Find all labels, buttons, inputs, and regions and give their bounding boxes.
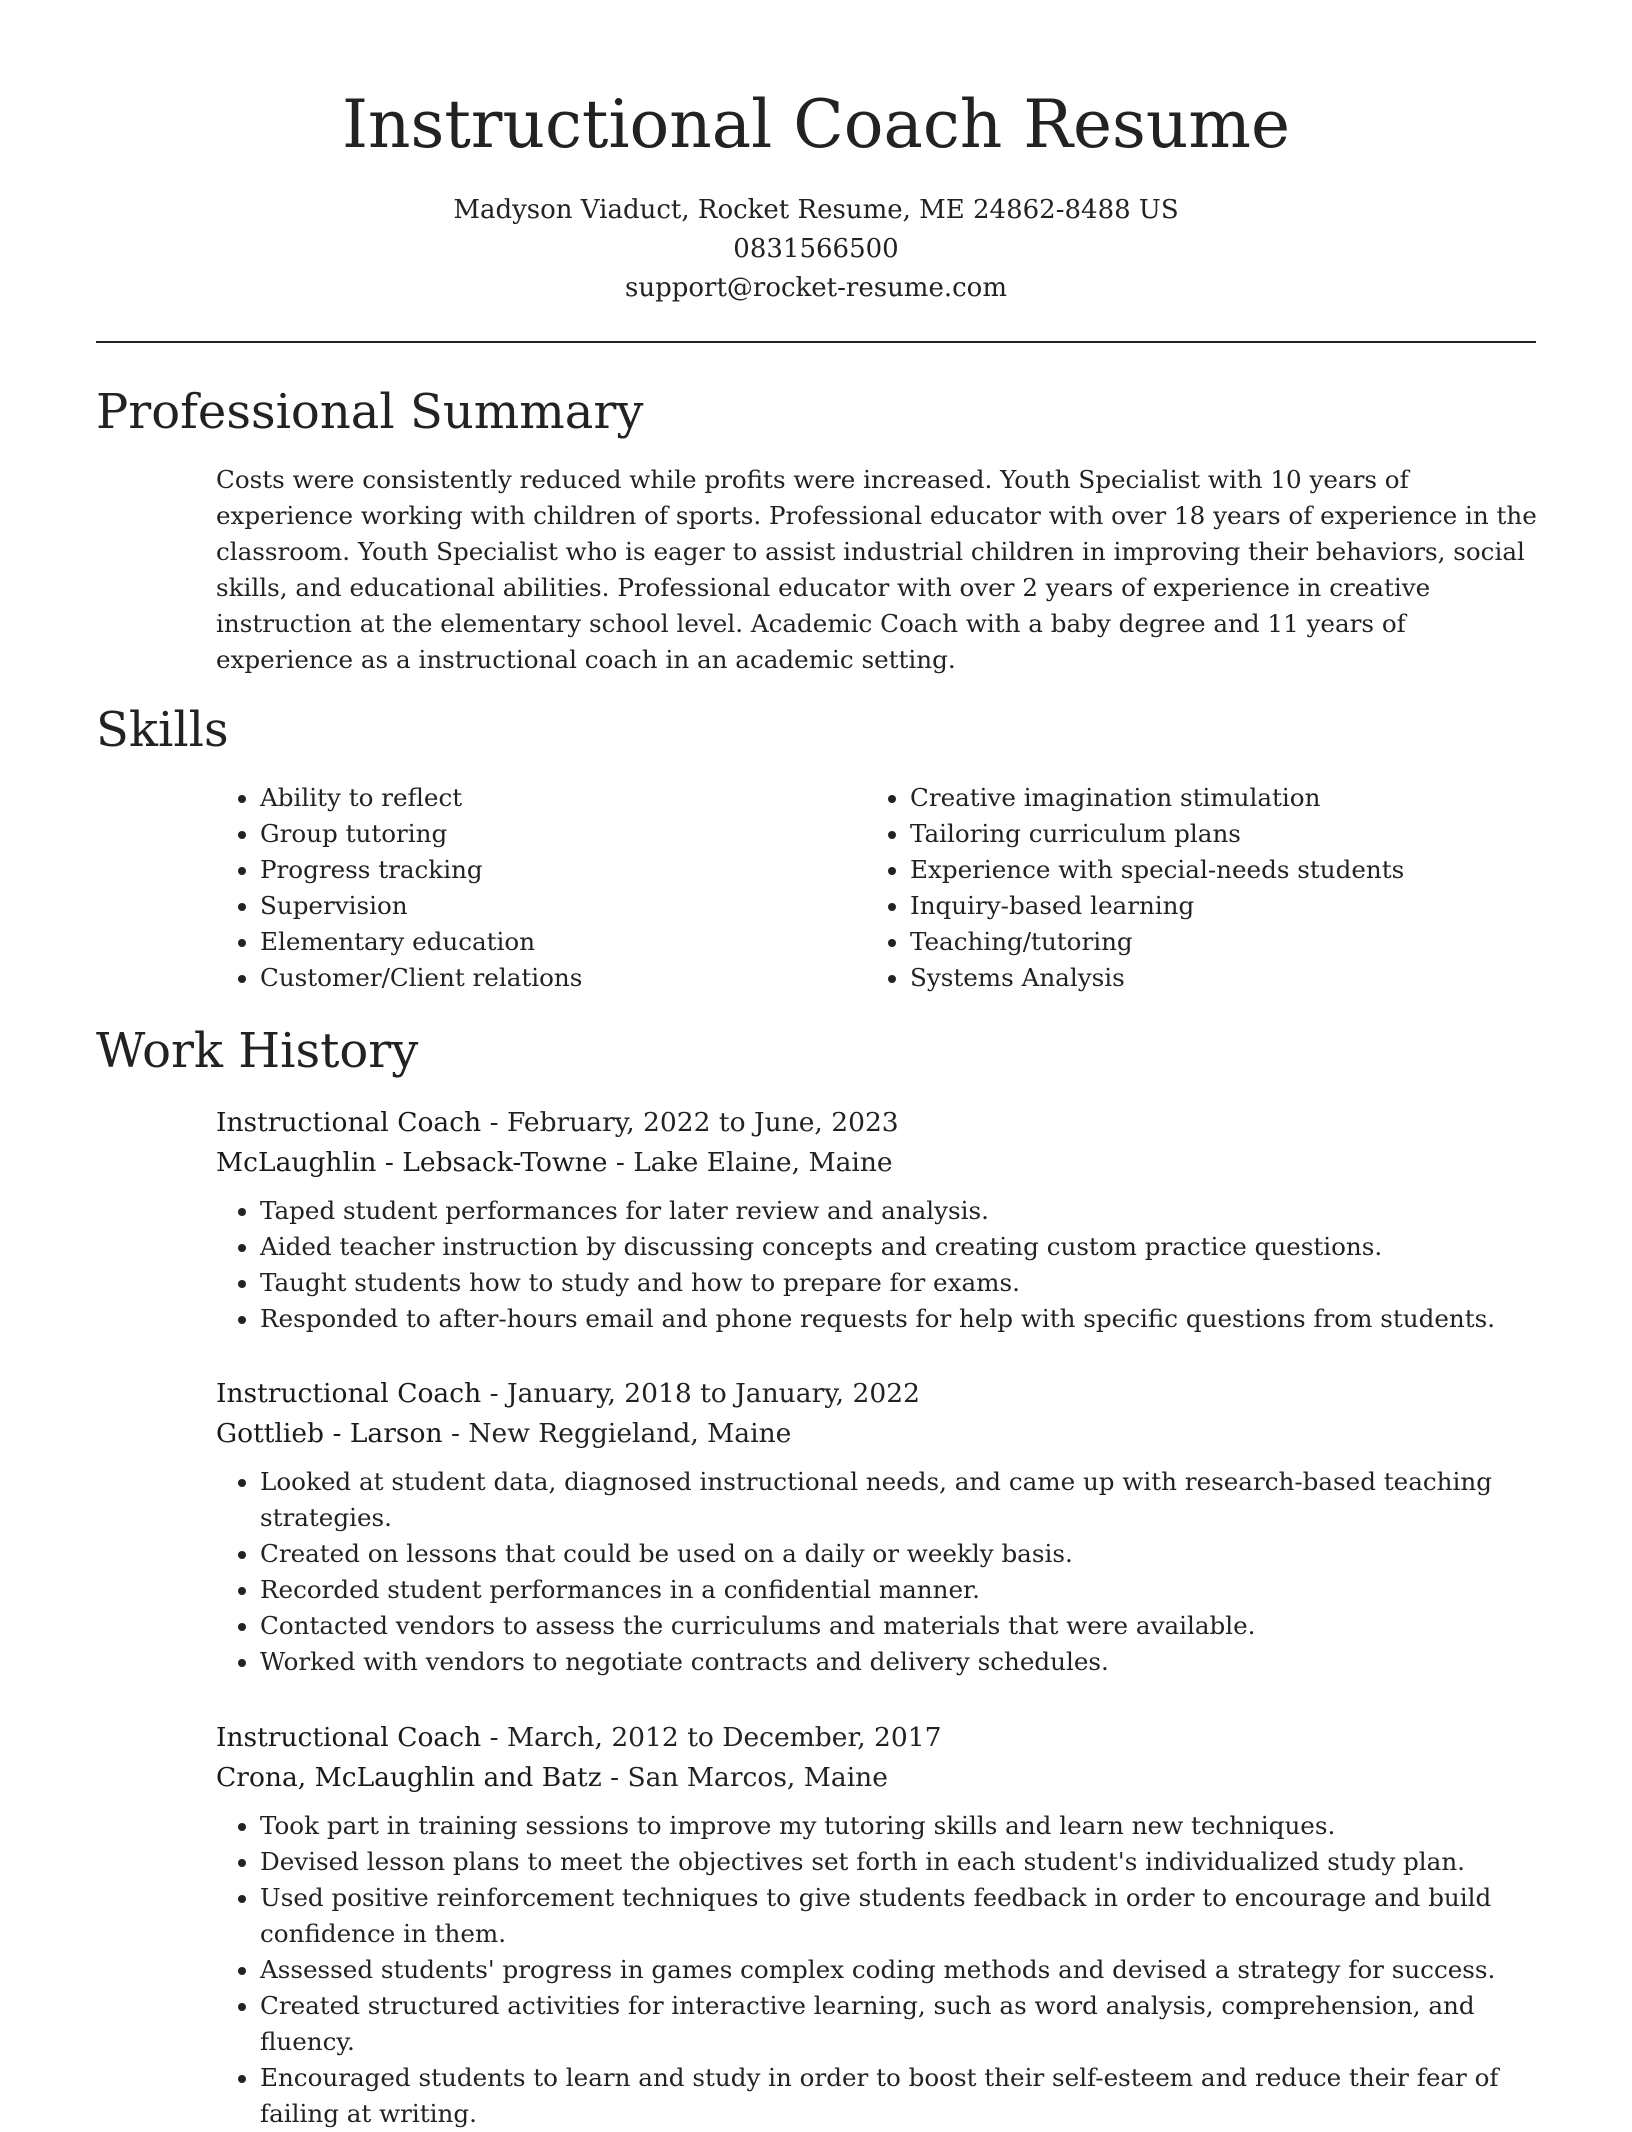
- skills-column-left: [216, 780, 856, 996]
- contact-phone: 0831566500: [733, 234, 899, 264]
- skills-column-right: [866, 780, 1506, 996]
- job-bullet: • Taught students how to study and how to prepare for exams.: [260, 1265, 1546, 1301]
- job-bullets: [216, 1464, 1546, 1680]
- skill-item: • Systems Analysis: [910, 960, 1506, 996]
- job-company: Gottlieb - Larson: [216, 1418, 443, 1449]
- job-bullets: [216, 1193, 1546, 1337]
- job-bullet: • Responded to after-hours email and phone requests for help with specific questions from students.: [260, 1301, 1546, 1337]
- job-dates: February, 2022 to June, 2023: [506, 1107, 899, 1138]
- header-divider: [96, 341, 1536, 343]
- skill-item: • Progress tracking: [260, 852, 856, 888]
- job-company: Crona, McLaughlin and Batz: [216, 1762, 602, 1793]
- job-bullet: • Encouraged students to learn and study in order to boost their self-esteem and reduce their fear of failing at writing.: [260, 2060, 1546, 2132]
- job-title: Instructional Coach: [216, 1378, 482, 1409]
- job-bullet: • Looked at student data, diagnosed instructional needs, and came up with research-based teaching strategies.: [260, 1464, 1546, 1536]
- job-title-line: Instructional Coach - January, 2018 to January, 2022: [216, 1378, 920, 1409]
- job-bullet: • Created structured activities for interactive learning, such as word analysis, comprehension, and fluency.: [260, 1988, 1546, 2060]
- job-title: Instructional Coach: [216, 1722, 482, 1753]
- work-history-heading: Work History: [96, 1023, 419, 1079]
- job-entry: [216, 1374, 1546, 1680]
- job-bullet: • Used positive reinforcement techniques to give students feedback in order to encourage and build confidence in them.: [260, 1880, 1546, 1952]
- job-bullet: • Taped student performances for later review and analysis.: [260, 1193, 1546, 1229]
- job-title: Instructional Coach: [216, 1107, 482, 1138]
- job-bullets: [216, 1808, 1546, 2132]
- job-location: Lake Elaine, Maine: [633, 1147, 893, 1178]
- job-company-line: McLaughlin - Lebsack-Towne - Lake Elaine, Maine: [216, 1147, 893, 1178]
- skills-heading: Skills: [96, 702, 229, 758]
- skill-item: • Tailoring curriculum plans: [910, 816, 1506, 852]
- summary-heading: Professional Summary: [96, 384, 644, 440]
- skill-item: • Inquiry-based learning: [910, 888, 1506, 924]
- job-title-line: Instructional Coach - March, 2012 to December, 2017: [216, 1722, 942, 1753]
- skill-item: • Group tutoring: [260, 816, 856, 852]
- contact-block: [0, 191, 1632, 308]
- job-title-line: Instructional Coach - February, 2022 to June, 2023: [216, 1107, 899, 1138]
- contact-address: Madyson Viaduct, Rocket Resume, ME 24862-8488 US: [453, 195, 1179, 225]
- skill-item: • Elementary education: [260, 924, 856, 960]
- skills-list-left: [216, 780, 856, 996]
- job-dates: March, 2012 to December, 2017: [506, 1722, 942, 1753]
- skill-item: • Supervision: [260, 888, 856, 924]
- skill-item: • Teaching/tutoring: [910, 924, 1506, 960]
- summary-text: Costs were consistently reduced while profits were increased. Youth Specialist with 10 years of experience working with children of sports. Professional educator with over 18 years of experience in the classroom. Youth Specialist who is eager to assist industrial children in improving their behaviors, social skills, and educational abilities. Professional educator with over 2 years of experience in creative instruction at the elementary school level. Academic Coach with a baby degree and 11 years of experience as a instructional coach in an academic setting.: [216, 465, 1537, 674]
- job-company-line: Crona, McLaughlin and Batz - San Marcos, Maine: [216, 1762, 888, 1793]
- job-dates: January, 2018 to January, 2022: [506, 1378, 920, 1409]
- job-company: McLaughlin - Lebsack-Towne: [216, 1147, 608, 1178]
- job-bullet: • Worked with vendors to negotiate contracts and delivery schedules.: [260, 1644, 1546, 1680]
- job-bullet: • Devised lesson plans to meet the objectives set forth in each student's individualized study plan.: [260, 1844, 1546, 1880]
- skills-list-right: [866, 780, 1506, 996]
- job-location: San Marcos, Maine: [627, 1762, 888, 1793]
- job-bullet: • Assessed students' progress in games complex coding methods and devised a strategy for success.: [260, 1952, 1546, 1988]
- job-bullet: • Aided teacher instruction by discussing concepts and creating custom practice questions.: [260, 1229, 1546, 1265]
- job-entry: [216, 1718, 1546, 2132]
- job-bullet: • Contacted vendors to assess the curriculums and materials that were available.: [260, 1608, 1546, 1644]
- contact-email: support@rocket-resume.com: [624, 273, 1007, 303]
- resume-title: Instructional Coach Resume: [341, 86, 1291, 163]
- job-company-line: Gottlieb - Larson - New Reggieland, Maine: [216, 1418, 792, 1449]
- job-bullet: • Created on lessons that could be used on a daily or weekly basis.: [260, 1536, 1546, 1572]
- skill-item: • Experience with special-needs students: [910, 852, 1506, 888]
- skill-item: • Customer/Client relations: [260, 960, 856, 996]
- job-location: New Reggieland, Maine: [468, 1418, 792, 1449]
- job-bullet: • Took part in training sessions to improve my tutoring skills and learn new techniques.: [260, 1808, 1546, 1844]
- job-bullet: • Recorded student performances in a confidential manner.: [260, 1572, 1546, 1608]
- skill-item: • Ability to reflect: [260, 780, 856, 816]
- job-entry: [216, 1103, 1546, 1337]
- skill-item: • Creative imagination stimulation: [910, 780, 1506, 816]
